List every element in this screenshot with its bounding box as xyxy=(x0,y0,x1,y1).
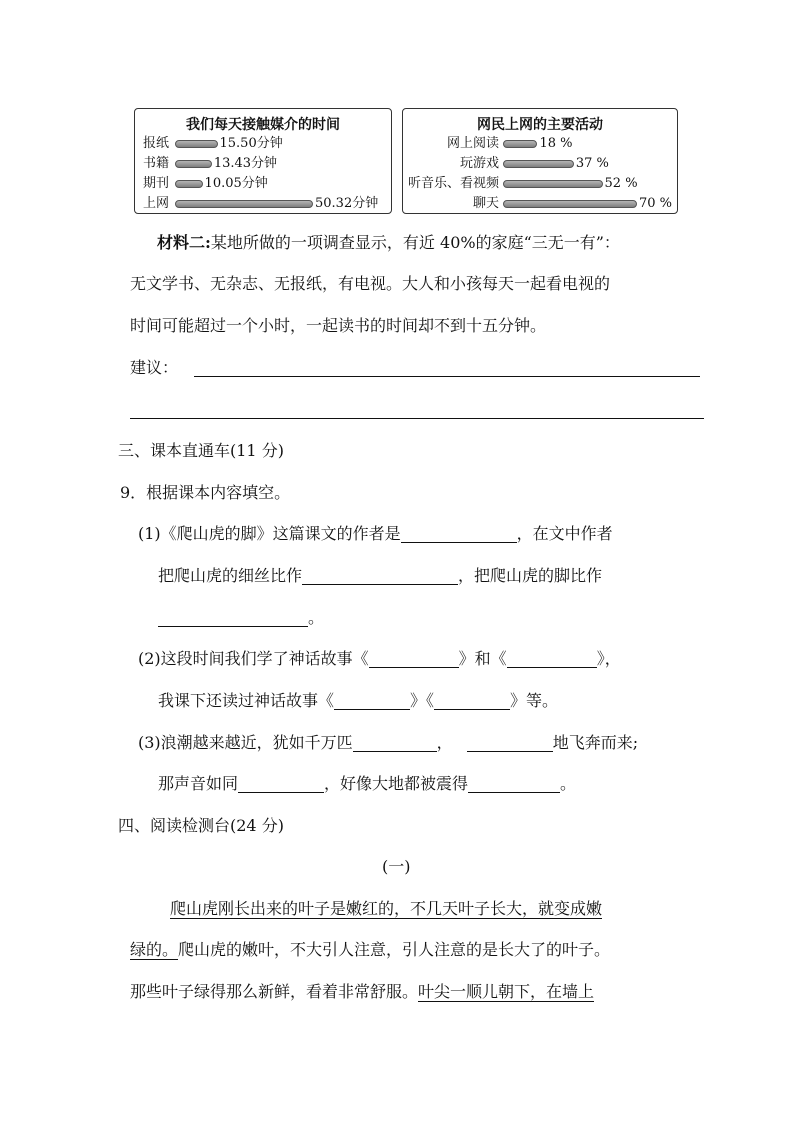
underlined-sentence: 绿的。 xyxy=(130,940,179,959)
bar xyxy=(175,180,203,188)
tide-blank-2[interactable] xyxy=(467,733,553,752)
passage-line1 xyxy=(170,898,602,920)
q2-text: 我课下还读过神话故事《 xyxy=(158,691,335,710)
q1-line3 xyxy=(158,607,324,629)
suggest-answer-line-1[interactable] xyxy=(194,376,700,377)
category-label: 网上阅读 xyxy=(446,136,499,151)
q1-text: (1)《爬山虎的脚》这篇课文的作者是 xyxy=(138,524,401,543)
category-label: 期刊 xyxy=(143,176,170,191)
q1-text: 把爬山虎的细丝比作 xyxy=(158,566,303,585)
media-time-chart xyxy=(134,108,392,214)
value-label: 37 % xyxy=(575,156,609,171)
chart-title: 我们每天接触媒介的时间 xyxy=(186,117,340,133)
value-label: 50.32分钟 xyxy=(315,196,379,211)
chart-title: 网民上网的主要活动 xyxy=(477,117,603,133)
bar xyxy=(503,160,574,168)
material2-line3: 时间可能超过一个小时，一起读书的时间却不到十五分钟。 xyxy=(130,316,547,335)
q3-line2 xyxy=(158,773,576,795)
q2-text: (2)这段时间我们学了神话故事《 xyxy=(138,649,369,668)
online-activity-chart xyxy=(402,108,678,214)
passage-text: 爬山虎的嫩叶，不大引人注意，引人注意的是长大了的叶子。 xyxy=(178,940,611,959)
myth-blank-4[interactable] xyxy=(434,691,510,710)
bar xyxy=(503,180,603,188)
value-label: 15.50分钟 xyxy=(219,136,283,151)
category-label: 玩游戏 xyxy=(459,156,499,171)
category-label: 听音乐、看视频 xyxy=(407,176,499,191)
bar xyxy=(503,140,537,148)
value-label: 70 % xyxy=(639,196,673,211)
myth-blank-1[interactable] xyxy=(369,649,459,668)
material2-line1 xyxy=(157,232,620,254)
q2-line1 xyxy=(138,648,621,670)
passage-line3 xyxy=(130,981,594,1003)
bar xyxy=(175,140,218,148)
q3-line1 xyxy=(138,732,638,754)
material2-text: 某地所做的一项调查显示，有近 40%的家庭“三无一有”： xyxy=(210,233,620,252)
category-label: 书籍 xyxy=(143,156,170,171)
bar xyxy=(175,160,212,168)
suggest-label: 建议： xyxy=(130,358,179,377)
bar xyxy=(503,200,637,208)
category-label: 聊天 xyxy=(472,196,499,211)
bar xyxy=(175,200,313,208)
suggest-answer-line-2[interactable] xyxy=(130,418,704,419)
q1-text: ，在文中作者 xyxy=(516,524,613,543)
passage-line2 xyxy=(130,939,610,961)
author-blank[interactable] xyxy=(401,524,517,543)
tide-blank-1[interactable] xyxy=(353,733,437,752)
q3-text: 地飞奔而来; xyxy=(552,733,639,752)
category-label: 报纸 xyxy=(143,136,170,151)
shake-blank[interactable] xyxy=(468,774,560,793)
q1-text: 。 xyxy=(308,608,325,627)
q1-line1 xyxy=(138,523,613,545)
value-label: 52 % xyxy=(604,176,638,191)
q2-text: 》， xyxy=(596,649,621,668)
material2-line2: 无文学书、无杂志、无报纸，有电视。大人和小孩每天一起看电视的 xyxy=(130,274,611,293)
q2-text: 》和《 xyxy=(458,649,507,668)
material2-label: 材料二: xyxy=(157,233,211,252)
foot-metaphor-blank[interactable] xyxy=(158,608,308,627)
myth-blank-3[interactable] xyxy=(334,691,410,710)
value-label: 10.05分钟 xyxy=(204,176,268,191)
silk-metaphor-blank[interactable] xyxy=(302,566,458,585)
q3-text: ， xyxy=(436,733,453,752)
q2-text: 》《 xyxy=(410,691,435,710)
value-label: 13.43分钟 xyxy=(213,156,278,171)
q3-text: 。 xyxy=(560,774,577,793)
section4-heading: 四、阅读检测台(24 分) xyxy=(118,816,284,835)
q3-text: ，好像大地都被震得 xyxy=(324,774,469,793)
q2-text: 》等。 xyxy=(510,691,559,710)
passage-number: (一) xyxy=(382,857,411,876)
q1-line2 xyxy=(158,565,602,587)
category-label: 上网 xyxy=(143,196,170,211)
value-label: 18 % xyxy=(539,136,573,151)
sound-blank[interactable] xyxy=(238,774,324,793)
q3-text: (3)浪潮越来越近，犹如千万匹 xyxy=(138,733,353,752)
q3-text: 那声音如同 xyxy=(158,774,239,793)
underlined-sentence: 叶尖一顺儿朝下，在墙上 xyxy=(418,982,595,1001)
myth-blank-2[interactable] xyxy=(507,649,597,668)
underlined-sentence: 爬山虎刚长出来的叶子是嫩红的，不几天叶子长大，就变成嫩 xyxy=(170,899,603,918)
question-9: 9．根据课本内容填空。 xyxy=(120,483,291,502)
q2-line2 xyxy=(158,690,558,712)
q1-text: ，把爬山虎的脚比作 xyxy=(458,566,603,585)
section3-heading: 三、课本直通车(11 分) xyxy=(118,441,284,460)
passage-text: 那些叶子绿得那么新鲜，看着非常舒服。 xyxy=(130,982,419,1001)
